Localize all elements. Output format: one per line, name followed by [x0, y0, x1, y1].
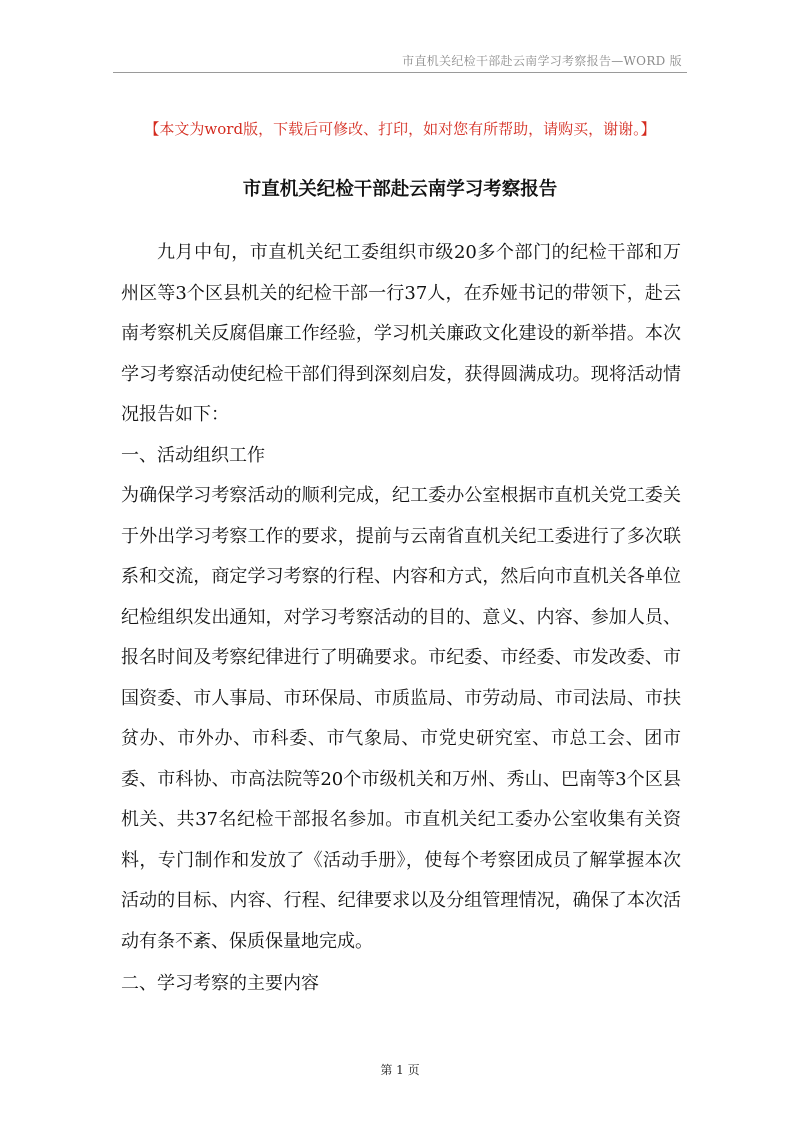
download-notice: 【本文为word版，下载后可修改、打印，如对您有所帮助，请购买，谢谢。】 [144, 120, 656, 138]
section-1-paragraph: 为确保学习考察活动的顺利完成，纪工委办公室根据市直机关党工委关于外出学习考察工作的要求，提前与云南省直机关纪工委进行了多次联系和交流，商定学习考察的行程、内容和方式，然后向市直机关各单位纪检组织发出通知，对学习考察活动的目的、意义、内容、参加人员、报名时间及考察纪律进行了明确要求。市纪委、市经委、市发改委、市国资委、市人事局、市环保局、市质监局、市劳动局、市司法局、市扶贫办、市外办、市科委、市气象局、市党史研究室、市总工会、团市委、市科协、市高法院等20个市级机关和万州、秀山、巴南等3个区县机关、共37名纪检干部报名参加。市直机关纪工委办公室收集有关资料，专门制作和发放了《活动手册》，使每个考察团成员了解掌握本次活动的目标、内容、行程、纪律要求以及分组管理情况，确保了本次活动有条不紊、保质保量地完成。 [121, 485, 681, 952]
document-body [121, 233, 681, 1005]
section-2-heading: 二、学习考察的主要内容 [121, 973, 319, 994]
page-number: 第 1 页 [380, 1063, 420, 1077]
header-divider [113, 72, 687, 73]
intro-paragraph: 九月中旬，市直机关纪工委组织市级20多个部门的纪检干部和万州区等3个区县机关的纪检干部一行37人，在乔娅书记的带领下，赴云南考察机关反腐倡廉工作经验，学习机关廉政文化建设的新举措。本次学习考察活动使纪检干部们得到深刻启发，获得圆满成功。现将活动情况报告如下： [121, 242, 681, 425]
section-1-heading: 一、活动组织工作 [121, 444, 265, 466]
running-header: 市直机关纪检干部赴云南学习考察报告—WORD 版 [402, 54, 682, 68]
document-title: 市直机关纪检干部赴云南学习考察报告 [242, 179, 558, 200]
